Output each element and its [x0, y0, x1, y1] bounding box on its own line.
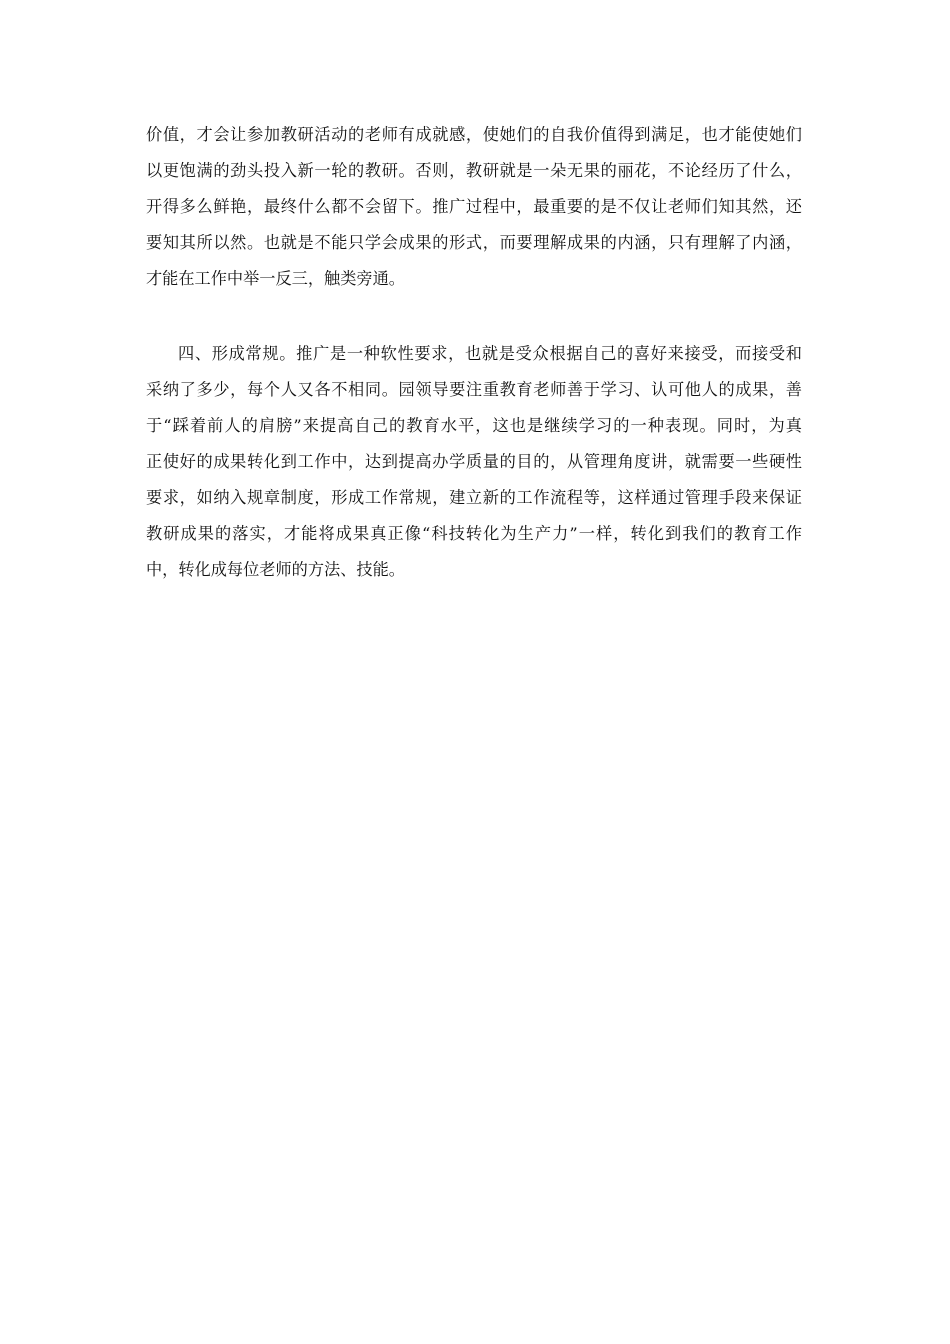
paragraph-1-line-5: 才能在工作中举一反三，触类旁通。	[146, 269, 405, 288]
paragraph-1-line-4: 要知其所以然。也就是不能只学会成果的形式，而要理解成果的内涵，只有理解了内涵，	[146, 233, 802, 252]
paragraph-2-line-3: 于“踩着前人的肩膀”来提高自己的教育水平，这也是继续学习的一种表现。同时，为真	[146, 416, 802, 435]
paragraph-2-line-1: 四、形成常规。推广是一种软性要求，也就是受众根据自己的喜好来接受，而接受和	[178, 344, 802, 363]
paragraph-2	[146, 336, 802, 588]
paragraph-1	[146, 117, 802, 297]
paragraph-2-line-2: 采纳了多少，每个人又各不相同。园领导要注重教育老师善于学习、认可他人的成果，善	[146, 380, 802, 399]
paragraph-2-line-7: 中，转化成每位老师的方法、技能。	[146, 560, 405, 579]
paragraph-1-line-3: 开得多么鲜艳，最终什么都不会留下。推广过程中，最重要的是不仅让老师们知其然，还	[146, 197, 802, 216]
paragraph-2-line-6: 教研成果的落实，才能将成果真正像“科技转化为生产力”一样，转化到我们的教育工作	[146, 524, 802, 543]
paragraph-2-line-5: 要求，如纳入规章制度，形成工作常规，建立新的工作流程等，这样通过管理手段来保证	[146, 488, 802, 507]
paragraph-1-line-1: 价值，才会让参加教研活动的老师有成就感，使她们的自我价值得到满足，也才能使她们	[146, 125, 802, 144]
paragraph-spacer	[146, 297, 802, 336]
paragraph-1-line-2: 以更饱满的劲头投入新一轮的教研。否则，教研就是一朵无果的丽花，不论经历了什么，	[146, 161, 802, 180]
document-body	[146, 117, 802, 588]
paragraph-2-line-4: 正使好的成果转化到工作中，达到提高办学质量的目的，从管理角度讲，就需要一些硬性	[146, 452, 802, 471]
